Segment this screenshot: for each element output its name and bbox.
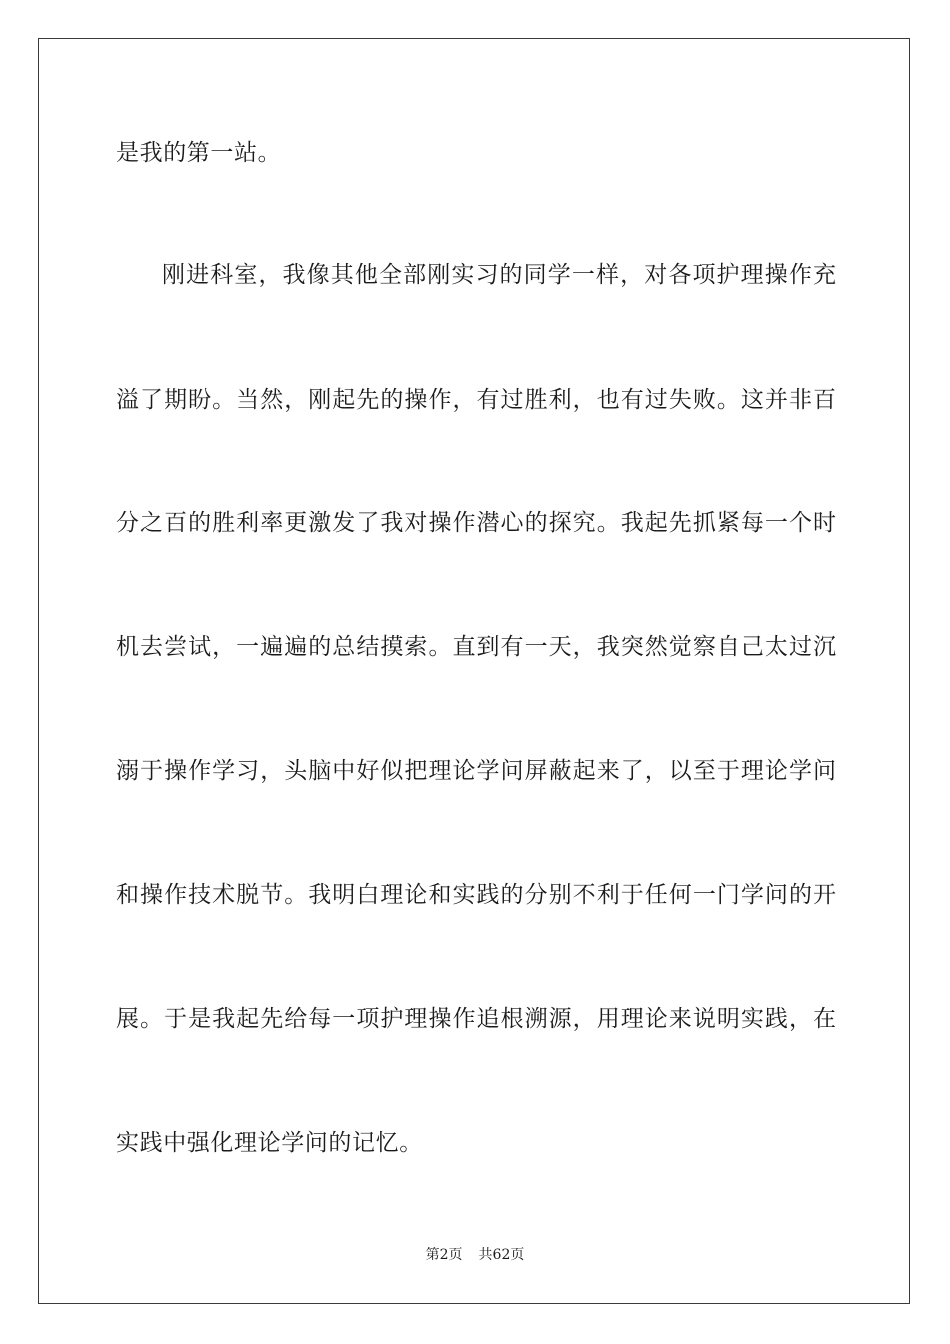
text-line-2: 刚进科室，我像其他全部刚实习的同学一样，对各项护理操作充 <box>162 262 836 288</box>
text-line-8: 展。于是我起先给每一项护理操作追根溯源，用理论来说明实践，在 <box>116 1006 836 1032</box>
text-line-3: 溢了期盼。当然，刚起先的操作，有过胜利，也有过失败。这并非百 <box>116 387 836 413</box>
page-total: 共62页 <box>478 1247 525 1263</box>
page-footer <box>0 1246 950 1264</box>
page-number: 第2页 <box>425 1247 463 1263</box>
text-line-1: 是我的第一站。 <box>116 140 282 166</box>
page-border <box>38 38 910 1304</box>
text-line-4: 分之百的胜利率更激发了我对操作潜心的探究。我起先抓紧每一个时 <box>116 510 836 536</box>
text-line-7: 和操作技术脱节。我明白理论和实践的分别不利于任何一门学问的开 <box>116 882 836 908</box>
text-line-6: 溺于操作学习，头脑中好似把理论学问屏蔽起来了，以至于理论学问 <box>116 758 836 784</box>
text-line-9: 实践中强化理论学问的记忆。 <box>116 1130 423 1156</box>
text-line-5: 机去尝试，一遍遍的总结摸索。直到有一天，我突然觉察自己太过沉 <box>116 634 836 660</box>
